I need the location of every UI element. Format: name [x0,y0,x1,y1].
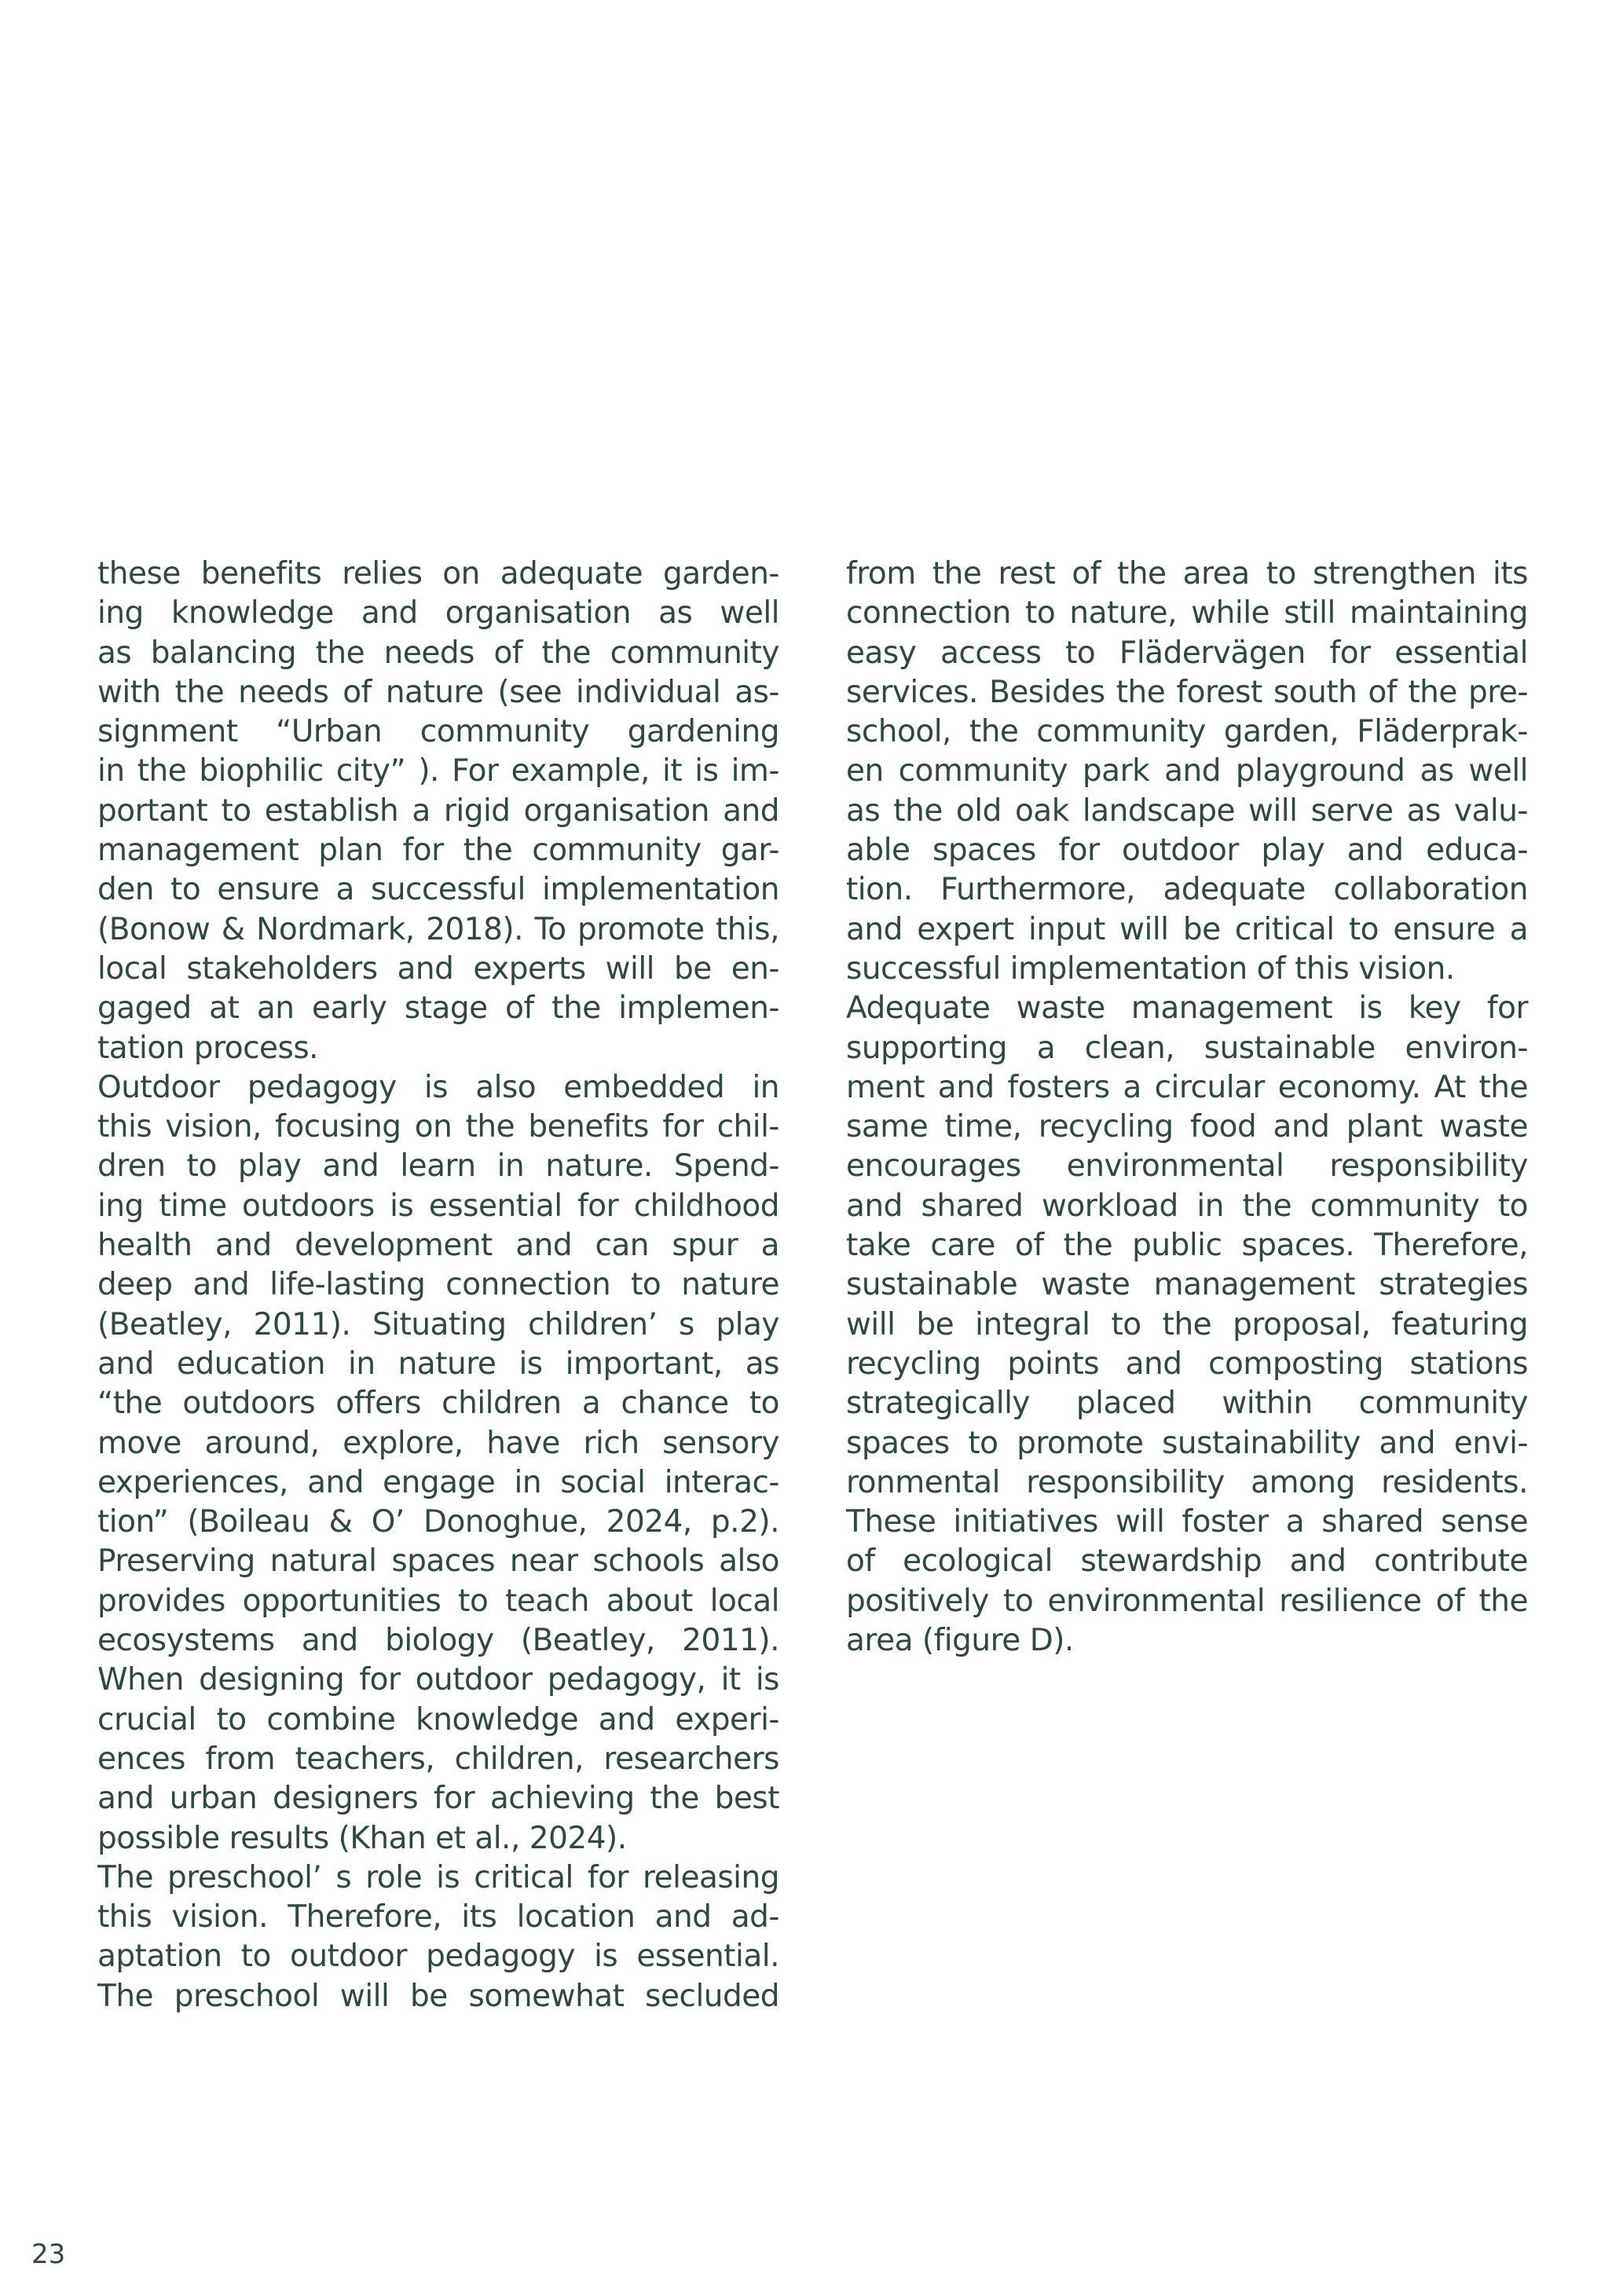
text-line: ences from teachers, children, researchers [97,1741,779,1777]
text-line: school, the community garden, Fläderprak- [846,714,1528,750]
text-line: tion. Furthermore, adequate collaboration [846,872,1528,908]
text-line: sustainable waste management strategies [846,1267,1528,1303]
text-line: these benefits relies on adequate garden- [97,556,779,591]
text-line: services. Besides the forest south of the pre- [846,674,1528,710]
text-line: from the rest of the area to strengthen its [846,556,1528,591]
text-line: and education in nature is important, as [97,1346,779,1382]
text-line: deep and life-lasting connection to nature [97,1267,779,1303]
text-line: with the needs of nature (see individual as- [97,674,779,710]
text-line: encourages environmental responsibility [846,1148,1528,1185]
text-line: tation process. [97,1030,319,1066]
right-text-column [846,555,1528,1661]
text-line: supporting a clean, sustainable environ- [846,1030,1528,1066]
text-line: signment “Urban community gardening [97,714,779,750]
text-line: ment and fosters a circular economy. At the [846,1069,1528,1105]
text-line: ing knowledge and organisation as well [97,595,779,632]
text-line: Preserving natural spaces near schools also [97,1543,779,1580]
text-line: as the old oak landscape will serve as valu- [846,793,1528,829]
text-line: Outdoor pedagogy is also embedded in [97,1069,779,1105]
text-line: crucial to combine knowledge and experi- [97,1701,779,1738]
text-line: successful implementation of this vision. [846,950,1455,987]
text-line: en community park and playground as well [846,753,1528,789]
text-line: move around, explore, have rich sensory [97,1425,779,1461]
text-line: ing time outdoors is essential for childhood [97,1188,779,1224]
text-line: The preschool’ s role is critical for releasing [97,1859,779,1895]
text-line: and shared workload in the community to [846,1188,1528,1224]
text-line: of ecological stewardship and contribute [846,1543,1528,1580]
text-line: ronmental responsibility among residents. [846,1464,1528,1500]
text-line: as balancing the needs of the community [97,635,779,671]
text-line: easy access to Flädervägen for essential [846,635,1528,671]
text-line: tion” (Boileau & O’ Donoghue, 2024, p.2). [97,1504,779,1540]
text-line: den to ensure a successful implementation [97,872,779,908]
text-line: management plan for the community gar- [97,833,779,869]
text-line: dren to play and learn in nature. Spend- [97,1148,779,1185]
text-line: (Bonow & Nordmark, 2018). To promote this, [97,911,779,947]
text-line: (Beatley, 2011). Situating children’ s play [97,1306,779,1342]
text-line: and expert input will be critical to ensure a [846,911,1528,947]
left-text-column [97,555,779,2016]
text-line: area (figure D). [846,1623,1074,1659]
text-line: gaged at an early stage of the implemen- [97,991,779,1027]
text-line: take care of the public spaces. Therefore, [846,1228,1528,1264]
text-line: These initiatives will foster a shared sense [846,1504,1528,1540]
text-line: When designing for outdoor pedagogy, it is [97,1662,779,1698]
text-line: possible results (Khan et al., 2024). [97,1820,627,1856]
text-line: health and development and can spur a [97,1228,779,1264]
text-line: able spaces for outdoor play and educa- [846,833,1528,869]
text-line: ecosystems and biology (Beatley, 2011). [97,1623,779,1659]
text-line: The preschool will be somewhat secluded [97,1978,779,2014]
text-line: provides opportunities to teach about local [97,1583,779,1619]
text-line: will be integral to the proposal, featuring [846,1306,1528,1342]
text-line: “the outdoors offers children a chance to [97,1386,779,1422]
text-line: this vision. Therefore, its location and ad- [97,1899,779,1935]
text-line: positively to environmental resilience of the [846,1583,1528,1619]
text-line: portant to establish a rigid organisation and [97,793,779,829]
page-number: 23 [31,2239,66,2270]
text-line: this vision, focusing on the benefits for chil- [97,1109,779,1145]
text-line: recycling points and composting stations [846,1346,1528,1382]
text-line: experiences, and engage in social interac- [97,1464,779,1500]
text-line: connection to nature, while still maintaining [846,595,1528,632]
text-line: aptation to outdoor pedagogy is essential. [97,1939,779,1975]
text-line: same time, recycling food and plant waste [846,1109,1528,1145]
text-line: local stakeholders and experts will be en- [97,950,779,987]
text-line: Adequate waste management is key for [846,991,1528,1027]
text-line: strategically placed within community [846,1386,1528,1422]
text-line: spaces to promote sustainability and envi- [846,1425,1528,1461]
text-line: in the biophilic city” ). For example, it is im- [97,753,779,789]
text-line: and urban designers for achieving the best [97,1781,779,1817]
